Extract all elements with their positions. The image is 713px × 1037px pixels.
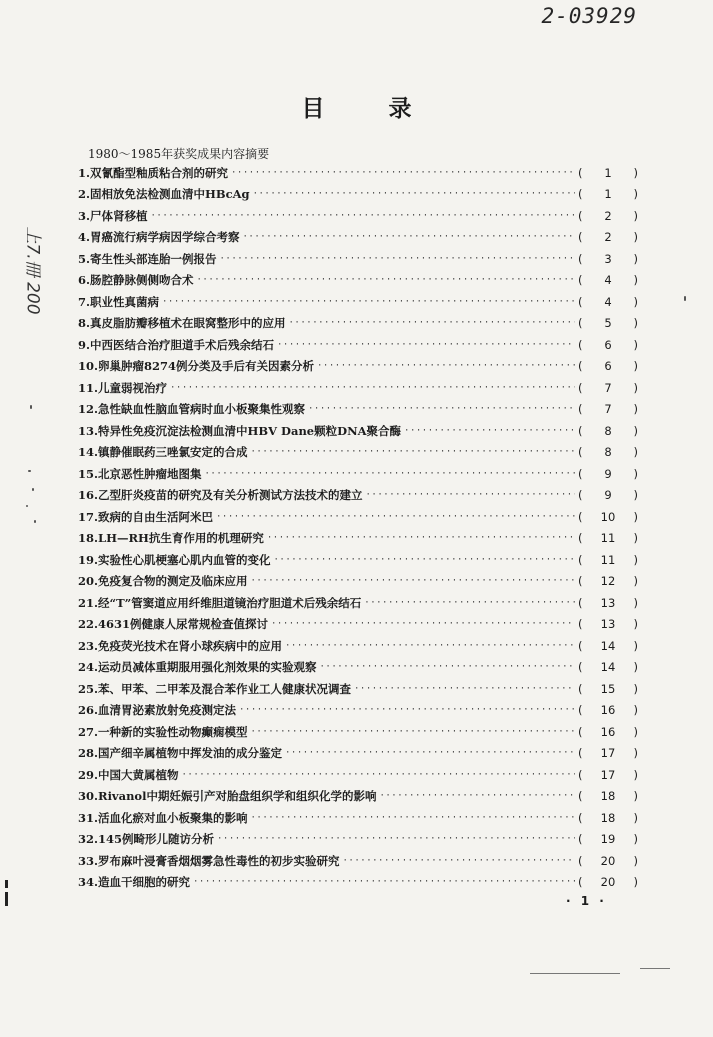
scan-mark bbox=[5, 880, 8, 888]
toc-entry bbox=[78, 291, 638, 313]
toc-entry bbox=[78, 571, 638, 593]
toc-entry-page: ( 20 ) bbox=[578, 875, 638, 890]
toc-entry-title: 4.胃癌流行病学病因学综合考察 bbox=[78, 230, 240, 245]
page-ref-number: 12 bbox=[600, 574, 616, 589]
toc-entry-page: ( 14 ) bbox=[578, 638, 638, 653]
page-ref-number: 7 bbox=[604, 402, 612, 417]
page-ref-number: 8 bbox=[604, 445, 612, 460]
scan-line bbox=[530, 973, 620, 974]
page-ref-number: 3 bbox=[604, 251, 612, 266]
dot-leader bbox=[251, 576, 575, 586]
toc-entry-title: 16.乙型肝炎疫苗的研究及有关分析测试方法技术的建立 bbox=[78, 488, 363, 503]
toc-entry-page: ( 5 ) bbox=[578, 316, 638, 331]
toc-entry-title: 10.卵巢肿瘤8274例分类及手后有关因素分析 bbox=[78, 359, 315, 374]
toc-entry-page: ( 8 ) bbox=[578, 423, 638, 438]
toc-entry bbox=[78, 528, 638, 550]
toc-entry-title: 12.急性缺血性脑血管病时血小板聚集性观察 bbox=[78, 402, 306, 417]
toc-entry bbox=[78, 786, 638, 808]
dot-leader bbox=[366, 490, 575, 500]
toc-entry-title: 26.血清胃泌素放射免疫测定法 bbox=[78, 703, 237, 718]
toc-entry bbox=[78, 184, 638, 206]
scan-line bbox=[640, 968, 670, 969]
toc-entry-title: 32.145例畸形儿随访分析 bbox=[78, 832, 215, 847]
dot-leader bbox=[354, 684, 575, 694]
page-ref-number: 13 bbox=[600, 617, 616, 632]
toc-entry-title: 15.北京恶性肿瘤地图集 bbox=[78, 466, 202, 481]
toc-entry-title: 30.Rivanol中期妊娠引产对胎盘组织学和组织化学的影响 bbox=[78, 789, 377, 804]
dot-leader bbox=[251, 813, 575, 823]
dot-leader bbox=[267, 533, 575, 543]
toc-entry bbox=[78, 614, 638, 636]
page-ref-number: 18 bbox=[600, 810, 616, 825]
toc-entry bbox=[78, 356, 638, 378]
archive-code: 2-03929 bbox=[541, 4, 637, 28]
toc-entry-page: ( 10 ) bbox=[578, 509, 638, 524]
toc-entry-page: ( 12 ) bbox=[578, 574, 638, 589]
toc-entry bbox=[78, 872, 638, 894]
dot-leader bbox=[285, 748, 575, 758]
toc-entry-page: ( 18 ) bbox=[578, 789, 638, 804]
dot-leader bbox=[277, 340, 575, 350]
toc-entry-page: ( 18 ) bbox=[578, 810, 638, 825]
page-ref-number: 6 bbox=[604, 337, 612, 352]
page-ref-number: 20 bbox=[600, 875, 616, 890]
toc-entry-page: ( 11 ) bbox=[578, 531, 638, 546]
toc-entry-title: 5.寄生性头部连胎一例报告 bbox=[78, 251, 217, 266]
page-ref-number: 20 bbox=[600, 853, 616, 868]
toc-entry-page: ( 6 ) bbox=[578, 337, 638, 352]
toc-entry-page: ( 1 ) bbox=[578, 165, 638, 180]
page-ref-number: 2 bbox=[604, 208, 612, 223]
toc-entry bbox=[78, 592, 638, 614]
toc-entry-title: 1.双氰酯型釉质粘合剂的研究 bbox=[78, 165, 229, 180]
dot-leader bbox=[182, 770, 575, 780]
toc-entry-page: ( 16 ) bbox=[578, 703, 638, 718]
toc-entry-title: 27.一种新的实验性动物癫痫模型 bbox=[78, 724, 248, 739]
toc-entry-page: ( 7 ) bbox=[578, 402, 638, 417]
scan-mark bbox=[5, 892, 8, 906]
toc-entry-title: 9.中西医结合治疗胆道手术后残余结石 bbox=[78, 337, 275, 352]
toc-entry-title: 2.固相放免法检测血清中HBcAg bbox=[78, 187, 250, 202]
dot-leader bbox=[162, 297, 575, 307]
toc-entry-title: 20.免疫复合物的测定及临床应用 bbox=[78, 574, 248, 589]
page-ref-number: 11 bbox=[600, 531, 616, 546]
toc-entry-page: ( 8 ) bbox=[578, 445, 638, 460]
dot-leader bbox=[285, 641, 575, 651]
toc-entry bbox=[78, 807, 638, 829]
page-ref-number: 15 bbox=[600, 681, 616, 696]
toc-entry bbox=[78, 313, 638, 335]
dot-leader bbox=[151, 211, 575, 221]
page-ref-number: 17 bbox=[600, 767, 616, 782]
toc-entry-page: ( 7 ) bbox=[578, 380, 638, 395]
toc-entry bbox=[78, 764, 638, 786]
page-ref-number: 16 bbox=[600, 703, 616, 718]
dot-leader bbox=[317, 361, 575, 371]
page-ref-number: 1 bbox=[604, 165, 612, 180]
dot-leader bbox=[343, 856, 575, 866]
section-heading: 1980～1985年获奖成果内容摘要 bbox=[88, 147, 270, 161]
dot-leader bbox=[253, 189, 575, 199]
page-ref-number: 7 bbox=[604, 380, 612, 395]
margin-handwritten-note: 上7.冊 200 bbox=[22, 225, 43, 315]
toc-entry-page: ( 17 ) bbox=[578, 746, 638, 761]
toc-entry-page: ( 2 ) bbox=[578, 208, 638, 223]
toc-entry bbox=[78, 506, 638, 528]
toc-entry-title: 29.中国大黄属植物 bbox=[78, 767, 179, 782]
dot-leader bbox=[251, 447, 575, 457]
toc-entry-page: ( 17 ) bbox=[578, 767, 638, 782]
page-ref-number: 1 bbox=[604, 187, 612, 202]
toc-entry-title: 17.致病的自由生活阿米巴 bbox=[78, 509, 214, 524]
toc-entry-title: 28.国产细辛属植物中挥发油的成分鉴定 bbox=[78, 746, 283, 761]
page-ref-number: 9 bbox=[604, 466, 612, 481]
toc-entry-page: ( 4 ) bbox=[578, 273, 638, 288]
dot-leader bbox=[320, 662, 575, 672]
page-ref-number: 18 bbox=[600, 789, 616, 804]
dot-leader bbox=[216, 512, 575, 522]
toc-entry bbox=[78, 829, 638, 851]
toc-entry bbox=[78, 227, 638, 249]
page-ref-number: 11 bbox=[600, 552, 616, 567]
toc-entry-title: 6.肠腔静脉侧侧吻合术 bbox=[78, 273, 194, 288]
page-ref-number: 2 bbox=[604, 230, 612, 245]
page-number: · 1 · bbox=[566, 894, 607, 908]
page-ref-number: 9 bbox=[604, 488, 612, 503]
toc-entry bbox=[78, 850, 638, 872]
toc-entry-title: 21.经“T”管窦道应用纤维胆道镜治疗胆道术后残余结石 bbox=[78, 595, 362, 610]
dot-leader bbox=[379, 791, 575, 801]
page-ref-number: 8 bbox=[604, 423, 612, 438]
toc-entry-page: ( 1 ) bbox=[578, 187, 638, 202]
dot-leader bbox=[271, 619, 575, 629]
dot-leader bbox=[274, 555, 575, 565]
toc-entry bbox=[78, 463, 638, 485]
dot-leader bbox=[205, 469, 575, 479]
toc-entry-page: ( 19 ) bbox=[578, 832, 638, 847]
toc-entry-page: ( 13 ) bbox=[578, 595, 638, 610]
dot-leader bbox=[217, 834, 575, 844]
toc-entry-page: ( 4 ) bbox=[578, 294, 638, 309]
toc-entry bbox=[78, 485, 638, 507]
toc-entry bbox=[78, 721, 638, 743]
toc-entry-title: 13.特异性免疫沉淀法检测血清中HBV Dane颗粒DNA聚合酶 bbox=[78, 423, 402, 438]
toc-entry bbox=[78, 205, 638, 227]
page-ref-number: 10 bbox=[600, 509, 616, 524]
toc-entry-page: ( 6 ) bbox=[578, 359, 638, 374]
dot-leader bbox=[251, 727, 575, 737]
dot-leader bbox=[170, 383, 575, 393]
toc-entry-title: 23.免疫荧光技术在肾小球疾病中的应用 bbox=[78, 638, 283, 653]
toc-entry-page: ( 11 ) bbox=[578, 552, 638, 567]
page-ref-number: 19 bbox=[600, 832, 616, 847]
toc-entry bbox=[78, 248, 638, 270]
toc-entry-title: 33.罗布麻叶浸膏香烟烟雾急性毒性的初步实验研究 bbox=[78, 853, 340, 868]
toc-entry-page: ( 3 ) bbox=[578, 251, 638, 266]
dot-leader bbox=[308, 404, 575, 414]
page-ref-number: 5 bbox=[604, 316, 612, 331]
dot-leader bbox=[404, 426, 575, 436]
dot-leader bbox=[193, 877, 575, 887]
toc-entry-page: ( 9 ) bbox=[578, 466, 638, 481]
toc-title: 目 录 bbox=[301, 95, 440, 122]
scan-speck bbox=[28, 470, 31, 472]
toc-entry bbox=[78, 700, 638, 722]
toc-entry-title: 8.真皮脂肪瓣移植术在眼窝整形中的应用 bbox=[78, 316, 286, 331]
toc-entry-page: ( 13 ) bbox=[578, 617, 638, 632]
toc-entry-page: ( 20 ) bbox=[578, 853, 638, 868]
toc-entry bbox=[78, 743, 638, 765]
page-ref-number: 17 bbox=[600, 746, 616, 761]
page-ref-number: 4 bbox=[604, 294, 612, 309]
page-ref-number: 16 bbox=[600, 724, 616, 739]
page-ref-number: 14 bbox=[600, 660, 616, 675]
dot-leader bbox=[197, 275, 575, 285]
toc-entry bbox=[78, 334, 638, 356]
toc-entry-title: 18.LH—RH抗生育作用的机理研究 bbox=[78, 531, 264, 546]
page-ref-number: 13 bbox=[600, 595, 616, 610]
dot-leader bbox=[220, 254, 575, 264]
toc-entry-title: 19.实验性心肌梗塞心肌内血管的变化 bbox=[78, 552, 271, 567]
page-ref-number: 6 bbox=[604, 359, 612, 374]
toc-entry bbox=[78, 399, 638, 421]
dot-leader bbox=[243, 232, 575, 242]
toc-entry bbox=[78, 549, 638, 571]
toc-entry-page: ( 2 ) bbox=[578, 230, 638, 245]
toc-entry bbox=[78, 442, 638, 464]
scan-speck bbox=[32, 488, 34, 491]
dot-leader bbox=[231, 168, 575, 178]
toc-entry bbox=[78, 377, 638, 399]
scan-speck bbox=[30, 405, 32, 409]
scan-speck bbox=[26, 505, 28, 507]
toc-entry-title: 25.苯、甲苯、二甲苯及混合苯作业工人健康状况调查 bbox=[78, 681, 352, 696]
page-ref-number: 4 bbox=[604, 273, 612, 288]
toc-entry-title: 3.尸体肾移植 bbox=[78, 208, 148, 223]
toc-entry-title: 34.造血干细胞的研究 bbox=[78, 875, 191, 890]
toc-entry-page: ( 15 ) bbox=[578, 681, 638, 696]
toc-entry-page: ( 16 ) bbox=[578, 724, 638, 739]
toc-entry-title: 7.职业性真菌病 bbox=[78, 294, 160, 309]
toc-list bbox=[78, 162, 638, 893]
scan-speck bbox=[34, 520, 36, 523]
toc-entry bbox=[78, 270, 638, 292]
dot-leader bbox=[289, 318, 575, 328]
toc-entry-title: 22.4631例健康人尿常规检查值探讨 bbox=[78, 617, 269, 632]
toc-entry bbox=[78, 678, 638, 700]
toc-entry-page: ( 14 ) bbox=[578, 660, 638, 675]
toc-entry-title: 31.活血化瘀对血小板聚集的影响 bbox=[78, 810, 248, 825]
toc-entry-title: 14.镇静催眠药三唑氯安定的合成 bbox=[78, 445, 248, 460]
toc-entry-title: 11.儿童弱视治疗 bbox=[78, 380, 168, 395]
toc-entry bbox=[78, 420, 638, 442]
toc-entry bbox=[78, 657, 638, 679]
page-ref-number: 14 bbox=[600, 638, 616, 653]
toc-entry-title: 24.运动员减体重期服用强化剂效果的实验观察 bbox=[78, 660, 317, 675]
toc-entry-page: ( 9 ) bbox=[578, 488, 638, 503]
toc-entry bbox=[78, 162, 638, 184]
scan-speck bbox=[684, 296, 686, 301]
dot-leader bbox=[239, 705, 575, 715]
toc-entry bbox=[78, 635, 638, 657]
dot-leader bbox=[364, 598, 575, 608]
